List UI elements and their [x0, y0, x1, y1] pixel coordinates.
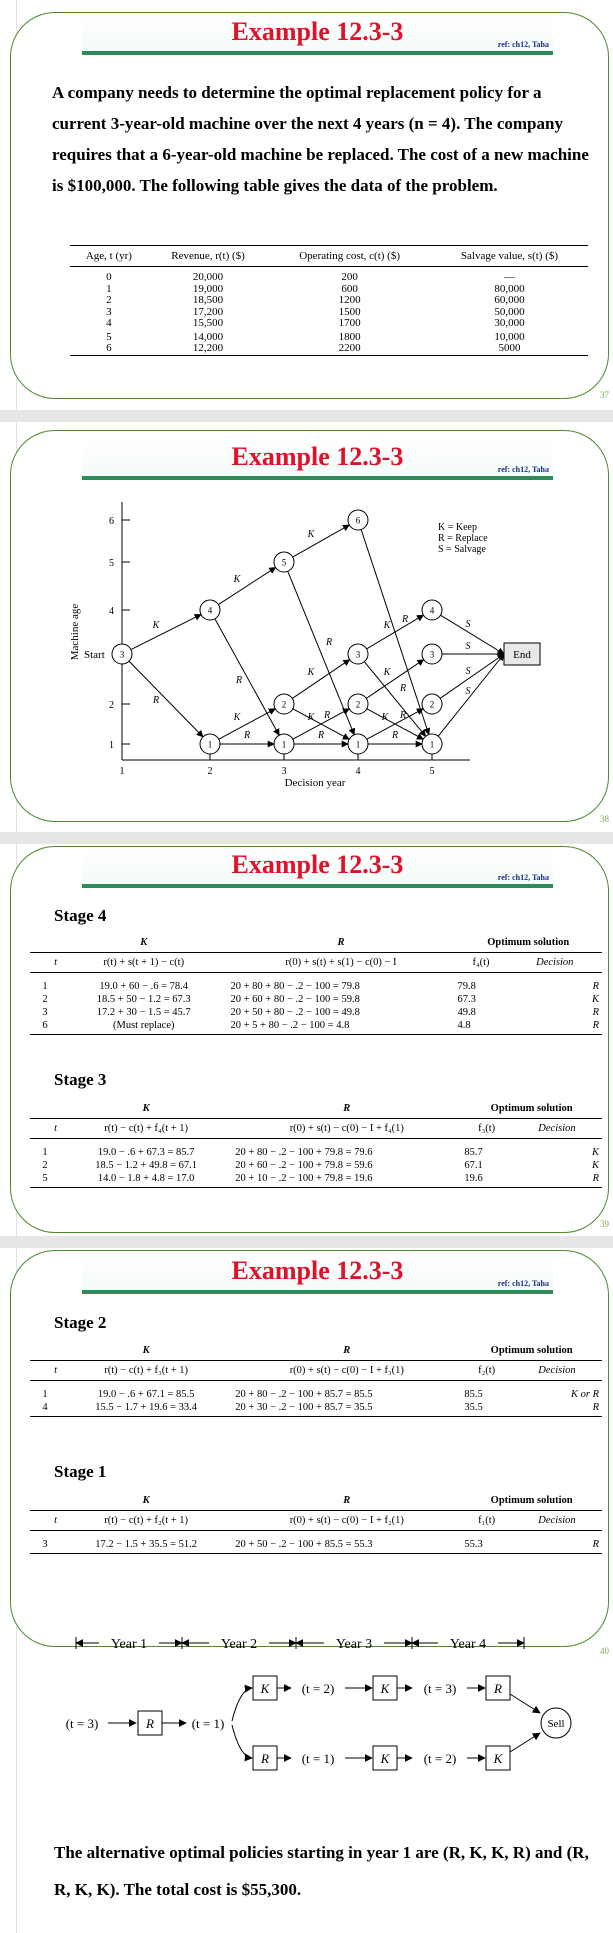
- table-cell: 20,000: [192, 271, 224, 283]
- edge-label: R: [391, 730, 399, 741]
- r-value: 20 + 50 + 80 − .2 − 100 = 49.8: [230, 1007, 360, 1018]
- r-value: 20 + 30 − .2 − 100 + 85.7 = 35.5: [232, 1401, 461, 1417]
- data-table-header: [70, 246, 588, 267]
- policy-arrow: [510, 1733, 540, 1752]
- edge-n1d-end: [438, 654, 504, 736]
- t1-label: (t = 1): [301, 1751, 335, 1766]
- page-number: 40: [600, 1646, 609, 1656]
- table-row: [30, 1531, 602, 1554]
- optimum-header: Optimum solution: [461, 1102, 602, 1119]
- end-label: End: [513, 649, 531, 661]
- table-row: [30, 1006, 602, 1019]
- f-header: f₄(t): [454, 953, 507, 973]
- edge-label: R: [399, 710, 407, 721]
- table-cell: 0: [106, 271, 112, 283]
- k-value: 18.5 − 1.2 + 49.8 = 67.1: [95, 1160, 198, 1171]
- edge-label: R: [243, 730, 251, 741]
- r-value: 20 + 60 − .2 − 100 + 79.8 = 59.6: [235, 1160, 373, 1171]
- slide-4: [0, 1248, 613, 1933]
- node-label: 1: [281, 739, 287, 750]
- node-label: 4: [429, 605, 435, 616]
- slide-title: Example 12.3-3: [231, 442, 404, 471]
- stage-3-table: [30, 1102, 602, 1188]
- ref-label: ref: ch12, Taha: [497, 40, 549, 49]
- table-cell: 1: [106, 282, 112, 295]
- r-formula: r(0) + s(t) − c(0) − I + f₄(1): [232, 1119, 461, 1139]
- t-column-header: t: [30, 1119, 60, 1139]
- t3-label: (t = 3): [65, 1716, 99, 1731]
- k-value: 19.0 + 60 − .6 = 78.4: [99, 981, 189, 992]
- node-label: 1: [429, 739, 435, 750]
- table-cell: 17,200: [192, 305, 224, 318]
- y-axis-label: Machine age: [69, 603, 81, 661]
- k-header: K: [60, 1102, 232, 1119]
- decision-value: R: [512, 1531, 602, 1554]
- edge-label: K: [233, 712, 241, 723]
- table-cell: 80,000: [494, 282, 525, 295]
- edge-label: K: [383, 667, 391, 678]
- r-header: R: [232, 1102, 461, 1119]
- table-row: [30, 1019, 602, 1035]
- f-value: 67.3: [457, 994, 476, 1005]
- r-formula: r(0) + s(t) − c(0) − I + f₂(1): [232, 1511, 461, 1531]
- table-cell: 12,200: [192, 342, 224, 354]
- edge-label: R: [323, 710, 331, 721]
- table-row: [70, 343, 588, 355]
- x-tick-label: 3: [281, 766, 287, 777]
- table-cell: 600: [341, 282, 358, 295]
- stage-1-title: Stage 1: [54, 1462, 107, 1481]
- stage-formula-row: [30, 1511, 602, 1531]
- t-column-header: t: [30, 953, 60, 973]
- col-revenue: Revenue, r(t) ($): [148, 246, 268, 267]
- edge-n5-n1c: [288, 571, 354, 734]
- col-operating-cost: Operating cost, c(t) ($): [268, 246, 431, 267]
- table-row: [30, 993, 602, 1006]
- stage-formula-row: [30, 953, 602, 973]
- stage-header-row: [30, 936, 602, 953]
- edge-n4b-end: [441, 615, 504, 654]
- decision-header: Decision: [512, 1361, 602, 1381]
- ref-label: ref: ch12, Taha: [497, 873, 549, 882]
- f-value: 85.5: [464, 1389, 483, 1400]
- table-cell: 14,000: [192, 330, 224, 343]
- f-value: 35.5: [461, 1401, 512, 1417]
- stage-formula-row: [30, 1361, 602, 1381]
- spacer-cell: [30, 1102, 60, 1119]
- k-value: 19.0 − .6 + 67.1 = 85.5: [97, 1389, 195, 1400]
- ref-label: ref: ch12, Taha: [497, 465, 549, 474]
- k-value: 18.5 + 50 − 1.2 = 67.3: [96, 994, 191, 1005]
- edge-n4a-n5: [218, 567, 275, 604]
- decision-value: R: [512, 1401, 602, 1417]
- legend-entry: R = Replace: [438, 533, 488, 544]
- edge-label: R: [401, 614, 409, 625]
- edge-label: K: [152, 620, 160, 631]
- edge-label: R: [317, 730, 325, 741]
- edge-start-n1a: [129, 661, 203, 737]
- ref-label: ref: ch12, Taha: [497, 1279, 549, 1288]
- year-label: Year 4: [449, 1637, 487, 1652]
- stage-header-row: [30, 1494, 602, 1511]
- decision-header: Decision: [508, 953, 602, 973]
- decision-value: K: [591, 994, 599, 1005]
- edge-label: R: [152, 695, 160, 706]
- edge-label: K: [233, 574, 241, 585]
- slide-3: [0, 844, 613, 1244]
- k-formula: r(t) − c(t) + f₂(t + 1): [60, 1511, 232, 1531]
- page-number: 37: [600, 390, 609, 400]
- r-value: 20 + 5 + 80 − .2 − 100 = 4.8: [227, 1019, 454, 1035]
- f-header: f₂(t): [461, 1361, 512, 1381]
- optimum-header: Optimum solution: [461, 1494, 602, 1511]
- f-value: 19.6: [461, 1172, 512, 1188]
- t-value: 1: [42, 981, 48, 992]
- table-cell: 18,500: [192, 294, 224, 306]
- decision-header: Decision: [512, 1511, 602, 1531]
- table-cell: 5000: [498, 342, 521, 354]
- k-header: K: [60, 1494, 232, 1511]
- table-cell: 1200: [338, 294, 361, 306]
- node-label: 5: [281, 557, 287, 568]
- r-header: R: [227, 936, 454, 953]
- conclusion-text: The alternative optimal policies starting in year 1 are (R, K, K, R) and (R, R, K, K). The total cost is $55,300.: [54, 1843, 589, 1899]
- edge-label: S: [465, 666, 471, 677]
- stage-2-title: Stage 2: [54, 1313, 107, 1332]
- table-cell: 10,000: [494, 330, 525, 343]
- t-column-header: t: [30, 1511, 60, 1531]
- slide-title: Example 12.3-3: [231, 17, 404, 46]
- optimum-header: Optimum solution: [454, 936, 602, 953]
- y-tick-label: 4: [109, 606, 114, 617]
- r-formula: r(0) + s(t) + s(1) − c(0) − I: [227, 953, 454, 973]
- stage-formula-row: [30, 1119, 602, 1139]
- table-row: [70, 295, 588, 307]
- k-value: 19.0 − .6 + 67.3 = 85.7: [97, 1147, 195, 1158]
- y-tick-label: 1: [109, 740, 114, 751]
- table-cell: 1700: [338, 317, 361, 329]
- stage-4-table: [30, 936, 602, 1035]
- r-value: 20 + 80 − .2 − 100 + 85.7 = 85.5: [235, 1389, 373, 1400]
- k-formula: r(t) − c(t) + f₃(t + 1): [60, 1361, 232, 1381]
- replacement-network: [0, 462, 613, 822]
- edge-n4a-n1b: [215, 619, 279, 735]
- node-label: 4: [207, 605, 213, 616]
- edge-start-n4a: [131, 614, 201, 649]
- policy-arrow: [510, 1694, 540, 1713]
- decision-value: R: [592, 981, 599, 992]
- f-value: 67.1: [464, 1160, 483, 1171]
- table-row: [30, 1172, 602, 1188]
- table-cell: 1800: [338, 330, 361, 343]
- page-number: 39: [600, 1219, 609, 1229]
- edge-label: K: [307, 712, 315, 723]
- decision-value: R: [508, 1019, 602, 1035]
- col-salvage: Salvage value, s(t) ($): [431, 246, 588, 267]
- k-value: 14.0 − 1.8 + 4.8 = 17.0: [60, 1172, 232, 1188]
- slide-separator: [0, 410, 613, 422]
- slide-title: Example 12.3-3: [231, 850, 404, 879]
- y-tick-label: 5: [109, 558, 114, 569]
- f-value: 4.8: [454, 1019, 507, 1035]
- node-label: 2: [355, 699, 361, 710]
- edge-label: S: [465, 619, 471, 630]
- spacer-cell: [30, 1494, 60, 1511]
- table-row: [30, 1159, 602, 1172]
- x-tick-label: 5: [429, 766, 435, 777]
- node-label: 2: [281, 699, 287, 710]
- data-table-body: [70, 267, 588, 356]
- slide-title: Example 12.3-3: [231, 1256, 404, 1285]
- page-number: 38: [600, 814, 609, 824]
- r-header: R: [232, 1494, 461, 1511]
- node-label: 1: [355, 739, 361, 750]
- y-tick-label: 6: [109, 516, 114, 527]
- slide-separator: [0, 832, 613, 844]
- f-value: 79.8: [457, 981, 476, 992]
- node-label: 1: [207, 739, 213, 750]
- year-label: Year 3: [335, 1637, 373, 1652]
- decision-header: Decision: [512, 1119, 602, 1139]
- policy-box-r-label: R: [494, 1681, 502, 1696]
- decision-value: K: [591, 1147, 599, 1158]
- r-formula: r(0) + s(t) − c(0) − I + f₃(1): [232, 1361, 461, 1381]
- stage-4-title: Stage 4: [54, 906, 107, 925]
- node-label: 3: [355, 649, 361, 660]
- stage-header-row: [30, 1102, 602, 1119]
- t-value: 2: [42, 994, 48, 1005]
- edge-n2c-end: [440, 654, 504, 698]
- table-cell: 6: [106, 342, 112, 354]
- t1-label: (t = 1): [191, 1716, 225, 1731]
- legend-entry: S = Salvage: [438, 544, 486, 555]
- y-tick-label: 2: [109, 700, 114, 711]
- optimum-header: Optimum solution: [461, 1344, 602, 1361]
- k-formula: r(t) + s(t + 1) − c(t): [60, 953, 227, 973]
- table-cell: 200: [341, 271, 358, 283]
- t-value: 1: [42, 1389, 48, 1400]
- t-value: 1: [42, 1147, 48, 1158]
- k-value: (Must replace): [60, 1019, 227, 1035]
- policy-elements: [66, 1637, 571, 1770]
- node-label: 3: [119, 649, 125, 660]
- edge-n5-n6: [293, 525, 350, 557]
- start-label: Start: [84, 649, 105, 661]
- edge-n3b-n1d: [364, 662, 425, 737]
- table-cell: 2200: [338, 342, 361, 354]
- edge-label: R: [325, 637, 333, 648]
- edge-label: K: [383, 620, 391, 631]
- r-value: 20 + 10 − .2 − 100 + 79.8 = 19.6: [232, 1172, 461, 1188]
- table-row: [30, 1401, 602, 1417]
- k-value: 17.2 − 1.5 + 35.5 = 51.2: [60, 1531, 232, 1554]
- r-value: 20 + 80 − .2 − 100 + 79.8 = 79.6: [235, 1147, 373, 1158]
- r-value: 20 + 60 + 80 − .2 − 100 = 59.8: [230, 994, 360, 1005]
- table-row: [30, 973, 602, 994]
- table-row: [70, 267, 588, 284]
- k-value: 15.5 − 1.7 + 19.6 = 33.4: [60, 1401, 232, 1417]
- policy-box-k-label: K: [380, 1751, 390, 1766]
- edge-label: K: [307, 529, 315, 540]
- edge-label: R: [235, 675, 243, 686]
- table-cell: 60,000: [494, 294, 525, 306]
- f-value: 49.8: [457, 1007, 476, 1018]
- data-table: [70, 245, 588, 356]
- decision-value: K: [591, 1160, 599, 1171]
- r-header: R: [232, 1344, 461, 1361]
- t-value: 5: [30, 1172, 60, 1188]
- stage-header-row: [30, 1344, 602, 1361]
- t-value: 3: [42, 1007, 48, 1018]
- title-bar: [82, 1254, 553, 1294]
- t-value: 3: [30, 1531, 60, 1554]
- t-column-header: t: [30, 1361, 60, 1381]
- edge-label: S: [465, 686, 471, 697]
- t-value: 4: [30, 1401, 60, 1417]
- policy-box-k-label: K: [260, 1681, 270, 1696]
- k-formula: r(t) − c(t) + f₄(t + 1): [60, 1119, 232, 1139]
- t-value: 2: [42, 1160, 48, 1171]
- table-row: [30, 1139, 602, 1160]
- f-header: f₃(t): [461, 1119, 512, 1139]
- table-cell: 4: [106, 317, 112, 329]
- table-cell: 1500: [338, 305, 361, 318]
- table-cell: —: [503, 271, 515, 283]
- table-cell: 50,000: [494, 305, 525, 318]
- table-cell: 3: [106, 305, 112, 318]
- spacer-cell: [30, 1344, 60, 1361]
- decision-value: K or R: [570, 1389, 599, 1400]
- table-cell: 15,500: [192, 317, 224, 329]
- problem-text: A company needs to determine the optimal replacement policy for a current 3-year-old machine over the next 4 years (n = 4). The company requires that a 6-year-old machine be replaced. The cost of a new machine is $100,000. The following table gives the data of the problem.: [52, 83, 589, 195]
- x-tick-label: 1: [119, 766, 125, 777]
- policy-box-k-label: K: [493, 1751, 503, 1766]
- table-cell: 30,000: [494, 317, 525, 329]
- stage-2-table: [30, 1344, 602, 1417]
- slide-2: [0, 422, 613, 832]
- decision-value: R: [512, 1172, 602, 1188]
- network-axes: [69, 502, 470, 789]
- policy-box-r-label: R: [261, 1751, 269, 1766]
- year-label: Year 1: [110, 1637, 148, 1652]
- x-axis-label: Decision year: [284, 777, 346, 789]
- policy-diagram: [0, 1623, 613, 1818]
- k-header: K: [60, 936, 227, 953]
- t3-label: (t = 3): [423, 1681, 457, 1696]
- node-label: 3: [429, 649, 435, 660]
- title-bar: [82, 15, 553, 55]
- edge-label: R: [399, 683, 407, 694]
- r-value: 20 + 80 + 80 − .2 − 100 = 79.8: [230, 981, 360, 992]
- branch-down: [232, 1725, 252, 1758]
- title-bar: [82, 848, 553, 888]
- table-row: [70, 318, 588, 332]
- table-cell: 19,000: [192, 282, 224, 295]
- node-label: 6: [355, 515, 361, 526]
- decision-value: R: [592, 1007, 599, 1018]
- node-label: 2: [429, 699, 435, 710]
- x-tick-label: 4: [355, 766, 361, 777]
- spacer-cell: [30, 936, 60, 953]
- k-value: 17.2 + 30 − 1.5 = 45.7: [96, 1007, 191, 1018]
- year-label: Year 2: [220, 1637, 258, 1652]
- edge-label: K: [381, 712, 389, 723]
- table-row: [30, 1381, 602, 1402]
- edge-n3b-n4b: [367, 615, 424, 649]
- f-value: 55.3: [461, 1531, 512, 1554]
- col-age: Age, t (yr): [70, 246, 148, 267]
- slide-frame: [10, 1250, 609, 1647]
- slide-1: [0, 0, 613, 410]
- slide-separator: [0, 1236, 613, 1248]
- edge-label: K: [307, 667, 315, 678]
- stage-1-table: [30, 1494, 602, 1554]
- edge-label: S: [465, 641, 471, 652]
- r-value: 20 + 50 − .2 − 100 + 85.5 = 55.3: [232, 1531, 461, 1554]
- edge-n2a-n3b: [292, 660, 349, 699]
- legend-entry: K = Keep: [438, 522, 477, 533]
- t2-label: (t = 2): [423, 1751, 457, 1766]
- network-edges: [129, 525, 504, 744]
- policy-box-k-label: K: [380, 1681, 390, 1696]
- k-header: K: [60, 1344, 232, 1361]
- stage-3-title: Stage 3: [54, 1070, 107, 1089]
- sell-label: Sell: [547, 1718, 565, 1730]
- t-value: 6: [30, 1019, 60, 1035]
- branch-up: [232, 1688, 252, 1721]
- x-tick-label: 2: [207, 766, 213, 777]
- policy-box-r-label: R: [146, 1716, 154, 1731]
- t2-label: (t = 2): [301, 1681, 335, 1696]
- f-header: f₁(t): [461, 1511, 512, 1531]
- table-cell: 5: [106, 330, 112, 343]
- f-value: 85.7: [464, 1147, 483, 1158]
- table-cell: 2: [106, 294, 112, 306]
